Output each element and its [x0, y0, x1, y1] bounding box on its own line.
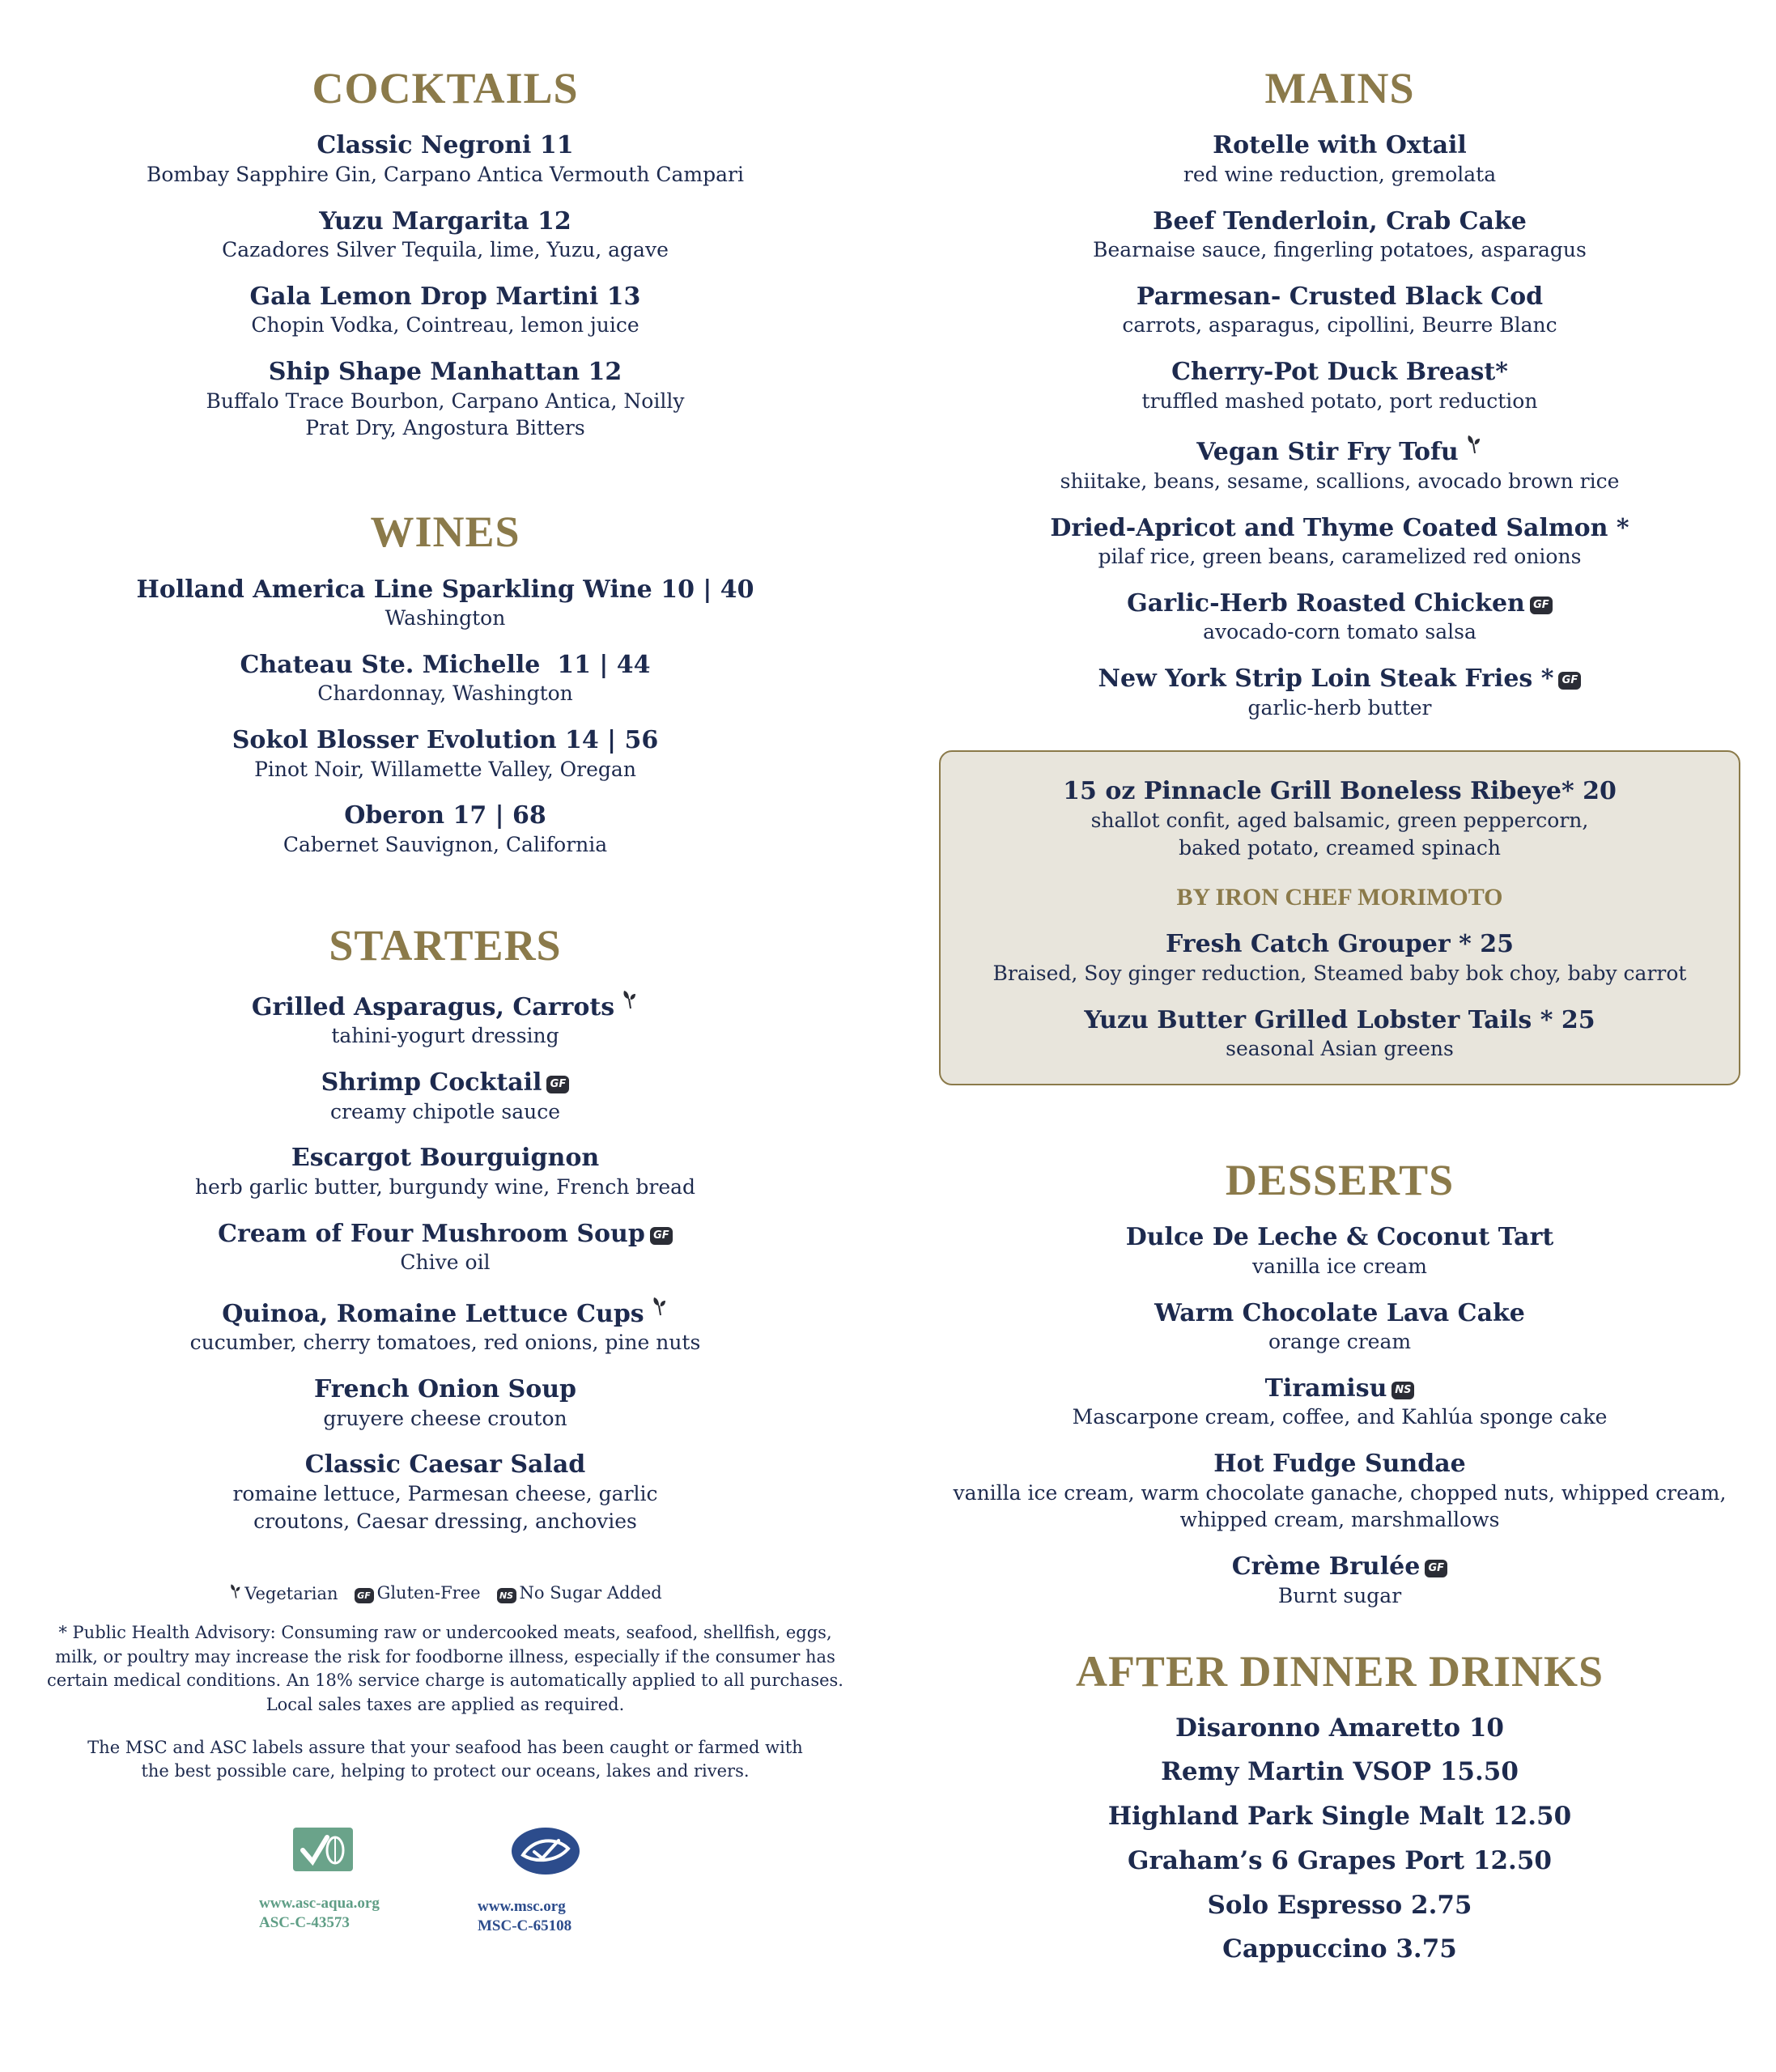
health-advisory: * Public Health Advisory: Consuming raw or undercooked meats, seafood, shellfish, eggs, milk, or poultry may increase the risk for foodborne illness, especially if the consumer has certain medical conditions. An 18% service charge is automatically applied to all purchases. Local sales taxes are applied as required. [47, 1623, 843, 1714]
item-description: Chopin Vodka, Cointreau, lemon juice [251, 313, 639, 338]
drink-item: Graham’s 6 Grapes Port 12.50 [1128, 1845, 1552, 1875]
dietary-legend [32, 1583, 858, 1603]
menu-item [939, 357, 1740, 414]
menu-item [32, 1374, 858, 1432]
item-description: red wine reduction, gremolata [1183, 162, 1497, 186]
item-name: Oberon 17 | 68 [344, 801, 546, 830]
mains-title: MAINS [1264, 64, 1415, 113]
menu-item [939, 1374, 1740, 1431]
menu-item [32, 1450, 858, 1535]
starters-title: STARTERS [329, 920, 562, 970]
msc-asc-note: The MSC and ASC labels assure that your seafood has been caught or farmed with the best possible care, helping to protect our oceans, lakes and rivers. [87, 1737, 803, 1781]
item-name: Yuzu Margarita 12 [319, 206, 571, 236]
menu-item [939, 130, 1740, 188]
item-description: gruyere cheese crouton [323, 1406, 567, 1430]
after-dinner-title: AFTER DINNER DRINKS [1075, 1647, 1604, 1696]
menu-item [32, 1068, 858, 1125]
no-sugar-icon: NS [1391, 1382, 1414, 1399]
item-name: Escargot Bourguignon [291, 1144, 600, 1173]
menu-item [939, 282, 1740, 339]
asc-logo-icon [291, 1826, 413, 1876]
item-description: cucumber, cherry tomatoes, red onions, pine nuts [189, 1331, 701, 1355]
menu-item [957, 929, 1723, 987]
left-column [32, 0, 858, 1935]
legend-no-sugar [497, 1583, 662, 1603]
legend-label: Gluten-Free [376, 1583, 481, 1603]
gluten-free-icon: GF [355, 1588, 374, 1603]
item-name: Gala Lemon Drop Martini 13 [249, 282, 641, 311]
drink-item: Disaronno Amaretto 10 [1175, 1713, 1504, 1743]
menu-item [32, 800, 858, 858]
legend-vegetarian [228, 1583, 338, 1603]
item-description: seasonal Asian greens [1226, 1037, 1454, 1061]
item-name: Quinoa, Romaine Lettuce Cups [222, 1299, 644, 1328]
gluten-free-icon: GF [1530, 597, 1553, 614]
gluten-free-icon: GF [650, 1227, 673, 1245]
item-name: Grilled Asparagus, Carrots [251, 992, 615, 1021]
legend-label: Vegetarian [244, 1584, 338, 1604]
cocktails-section [32, 65, 858, 442]
msc-logo-block [478, 1826, 631, 1936]
gluten-free-icon: GF [1425, 1560, 1447, 1577]
item-description: shallot confit, aged balsamic, green peppercorn, baked potato, creamed spinach [1090, 808, 1589, 860]
no-sugar-icon: NS [497, 1588, 516, 1603]
asc-code: ASC-C-43573 [259, 1913, 350, 1931]
item-description: Cabernet Sauvignon, California [283, 832, 608, 856]
item-description: orange cream [1268, 1330, 1412, 1354]
menu-item [939, 432, 1740, 495]
item-name: Parmesan- Crusted Black Cod [1136, 282, 1544, 311]
specials-box [939, 750, 1740, 1085]
item-name: Warm Chocolate Lava Cake [1154, 1298, 1525, 1327]
desserts-section [939, 1157, 1740, 1609]
item-description: avocado-corn tomato salsa [1203, 620, 1476, 644]
drink-item: Remy Martin VSOP 15.50 [1161, 1757, 1519, 1787]
menu-item [939, 1552, 1740, 1609]
item-name: Yuzu Butter Grilled Lobster Tails * 25 [1084, 1005, 1595, 1034]
item-description: creamy chipotle sauce [330, 1099, 560, 1123]
menu-item [32, 1294, 858, 1357]
item-description: Mascarpone cream, coffee, and Kahlúa sponge cake [1072, 1405, 1608, 1429]
legend-label: No Sugar Added [519, 1583, 662, 1603]
item-name: Crème Brulée [1231, 1552, 1421, 1582]
msc-logo-icon [510, 1826, 631, 1879]
item-name: Sokol Blosser Evolution 14 | 56 [232, 726, 659, 755]
after-dinner-section [939, 1648, 1740, 1965]
menu-item [957, 776, 1723, 861]
item-description: tahini-yogurt dressing [331, 1024, 559, 1048]
item-name: Chateau Ste. Michelle 11 | 44 [240, 650, 651, 679]
item-name: New York Strip Loin Steak Fries * [1098, 664, 1554, 694]
menu-item [32, 575, 858, 632]
vegetarian-icon [651, 1294, 669, 1325]
item-description: Burnt sugar [1277, 1583, 1402, 1607]
menu-item [32, 650, 858, 707]
item-description: Braised, Soy ginger reduction, Steamed baby bok choy, baby carrot [992, 961, 1687, 985]
item-description: Chardonnay, Washington [317, 681, 573, 706]
item-description: Bearnaise sauce, fingerling potatoes, asparagus [1093, 238, 1587, 262]
menu-item [32, 282, 858, 339]
item-description: Buffalo Trace Bourbon, Carpano Antica, Noilly Prat Dry, Angostura Bitters [206, 388, 685, 440]
menu-item [939, 588, 1740, 646]
drink-item: Solo Espresso 2.75 [1207, 1890, 1472, 1920]
item-description: truffled mashed potato, port reduction [1141, 388, 1538, 413]
cocktails-title: COCKTAILS [312, 64, 579, 113]
vegetarian-icon [228, 1583, 243, 1603]
item-name: Cherry-Pot Duck Breast* [1171, 358, 1508, 387]
drink-item: Cappuccino 3.75 [1222, 1934, 1457, 1964]
item-name: Shrimp Cocktail [321, 1068, 542, 1098]
menu-item [32, 357, 858, 442]
vegetarian-icon [621, 987, 639, 1018]
item-description: Washington [385, 606, 506, 631]
item-name: Cream of Four Mushroom Soup [218, 1219, 645, 1248]
item-name: Holland America Line Sparkling Wine 10 | 40 [136, 575, 754, 604]
item-description: herb garlic butter, burgundy wine, French bread [194, 1174, 696, 1199]
menu-item [32, 206, 858, 264]
menu-item [32, 130, 858, 188]
wines-section [32, 508, 858, 858]
mains-section [939, 65, 1740, 721]
item-name: Fresh Catch Grouper * 25 [1166, 930, 1514, 959]
item-name: Tiramisu [1264, 1374, 1387, 1403]
menu-item [939, 1222, 1740, 1280]
item-description: shiitake, beans, sesame, scallions, avocado brown rice [1060, 469, 1620, 493]
menu-item [32, 725, 858, 783]
menu-item [32, 1143, 858, 1200]
asc-logo-block [259, 1826, 413, 1936]
msc-url[interactable]: www.msc.org [478, 1897, 566, 1915]
starters-section [32, 922, 858, 1535]
menu-item [939, 1449, 1740, 1534]
vegetarian-icon [1465, 432, 1483, 463]
wines-title: WINES [370, 507, 520, 557]
item-name: French Onion Soup [313, 1375, 577, 1404]
item-name: Ship Shape Manhattan 12 [268, 358, 622, 387]
menu-item [939, 664, 1740, 721]
item-name: Hot Fudge Sundae [1213, 1450, 1466, 1479]
item-name: Vegan Stir Fry Tofu [1196, 438, 1459, 467]
item-description: Bombay Sapphire Gin, Carpano Antica Vermouth Campari [147, 162, 744, 186]
right-column [939, 0, 1740, 1965]
menu-item [939, 1298, 1740, 1356]
certification-logos [32, 1826, 858, 1936]
menu-item [32, 987, 858, 1050]
item-name: 15 oz Pinnacle Grill Boneless Ribeye* 20 [1063, 777, 1617, 806]
legend-gluten-free [355, 1583, 481, 1603]
gluten-free-icon: GF [1558, 672, 1581, 690]
item-description: pilaf rice, green beans, caramelized red onions [1098, 545, 1582, 569]
menu-item [32, 1219, 858, 1276]
item-name: Dried-Apricot and Thyme Coated Salmon * [1050, 513, 1629, 542]
menu-item [939, 206, 1740, 264]
asc-url[interactable]: www.asc-aqua.org [259, 1894, 380, 1912]
desserts-title: DESSERTS [1225, 1155, 1455, 1204]
item-name: Rotelle with Oxtail [1213, 131, 1467, 160]
drink-item: Highland Park Single Malt 12.50 [1107, 1802, 1572, 1832]
item-name: Classic Caesar Salad [304, 1450, 586, 1480]
specials-subtitle: BY IRON CHEF MORIMOTO [1176, 884, 1503, 911]
menu-item [939, 513, 1740, 571]
item-description: Cazadores Silver Tequila, lime, Yuzu, agave [222, 238, 669, 262]
item-description: Pinot Noir, Willamette Valley, Oregan [254, 757, 636, 781]
item-description: Chive oil [400, 1250, 491, 1275]
msc-code: MSC-C-65108 [478, 1917, 572, 1934]
item-description: vanilla ice cream, warm chocolate ganache, chopped nuts, whipped cream, whipped cream, marshmallows [953, 1480, 1727, 1532]
item-description: romaine lettuce, Parmesan cheese, garlic croutons, Caesar dressing, anchovies [232, 1481, 658, 1533]
item-name: Dulce De Leche & Coconut Tart [1125, 1223, 1554, 1252]
gluten-free-icon: GF [546, 1076, 569, 1093]
menu-item [957, 1005, 1723, 1063]
item-name: Classic Negroni 11 [317, 131, 574, 160]
item-name: Garlic-Herb Roasted Chicken [1127, 588, 1525, 618]
item-description: garlic-herb butter [1247, 695, 1432, 720]
item-name: Beef Tenderloin, Crab Cake [1153, 206, 1527, 236]
item-description: carrots, asparagus, cipollini, Beurre Blanc [1122, 313, 1557, 338]
item-description: vanilla ice cream [1251, 1254, 1428, 1278]
